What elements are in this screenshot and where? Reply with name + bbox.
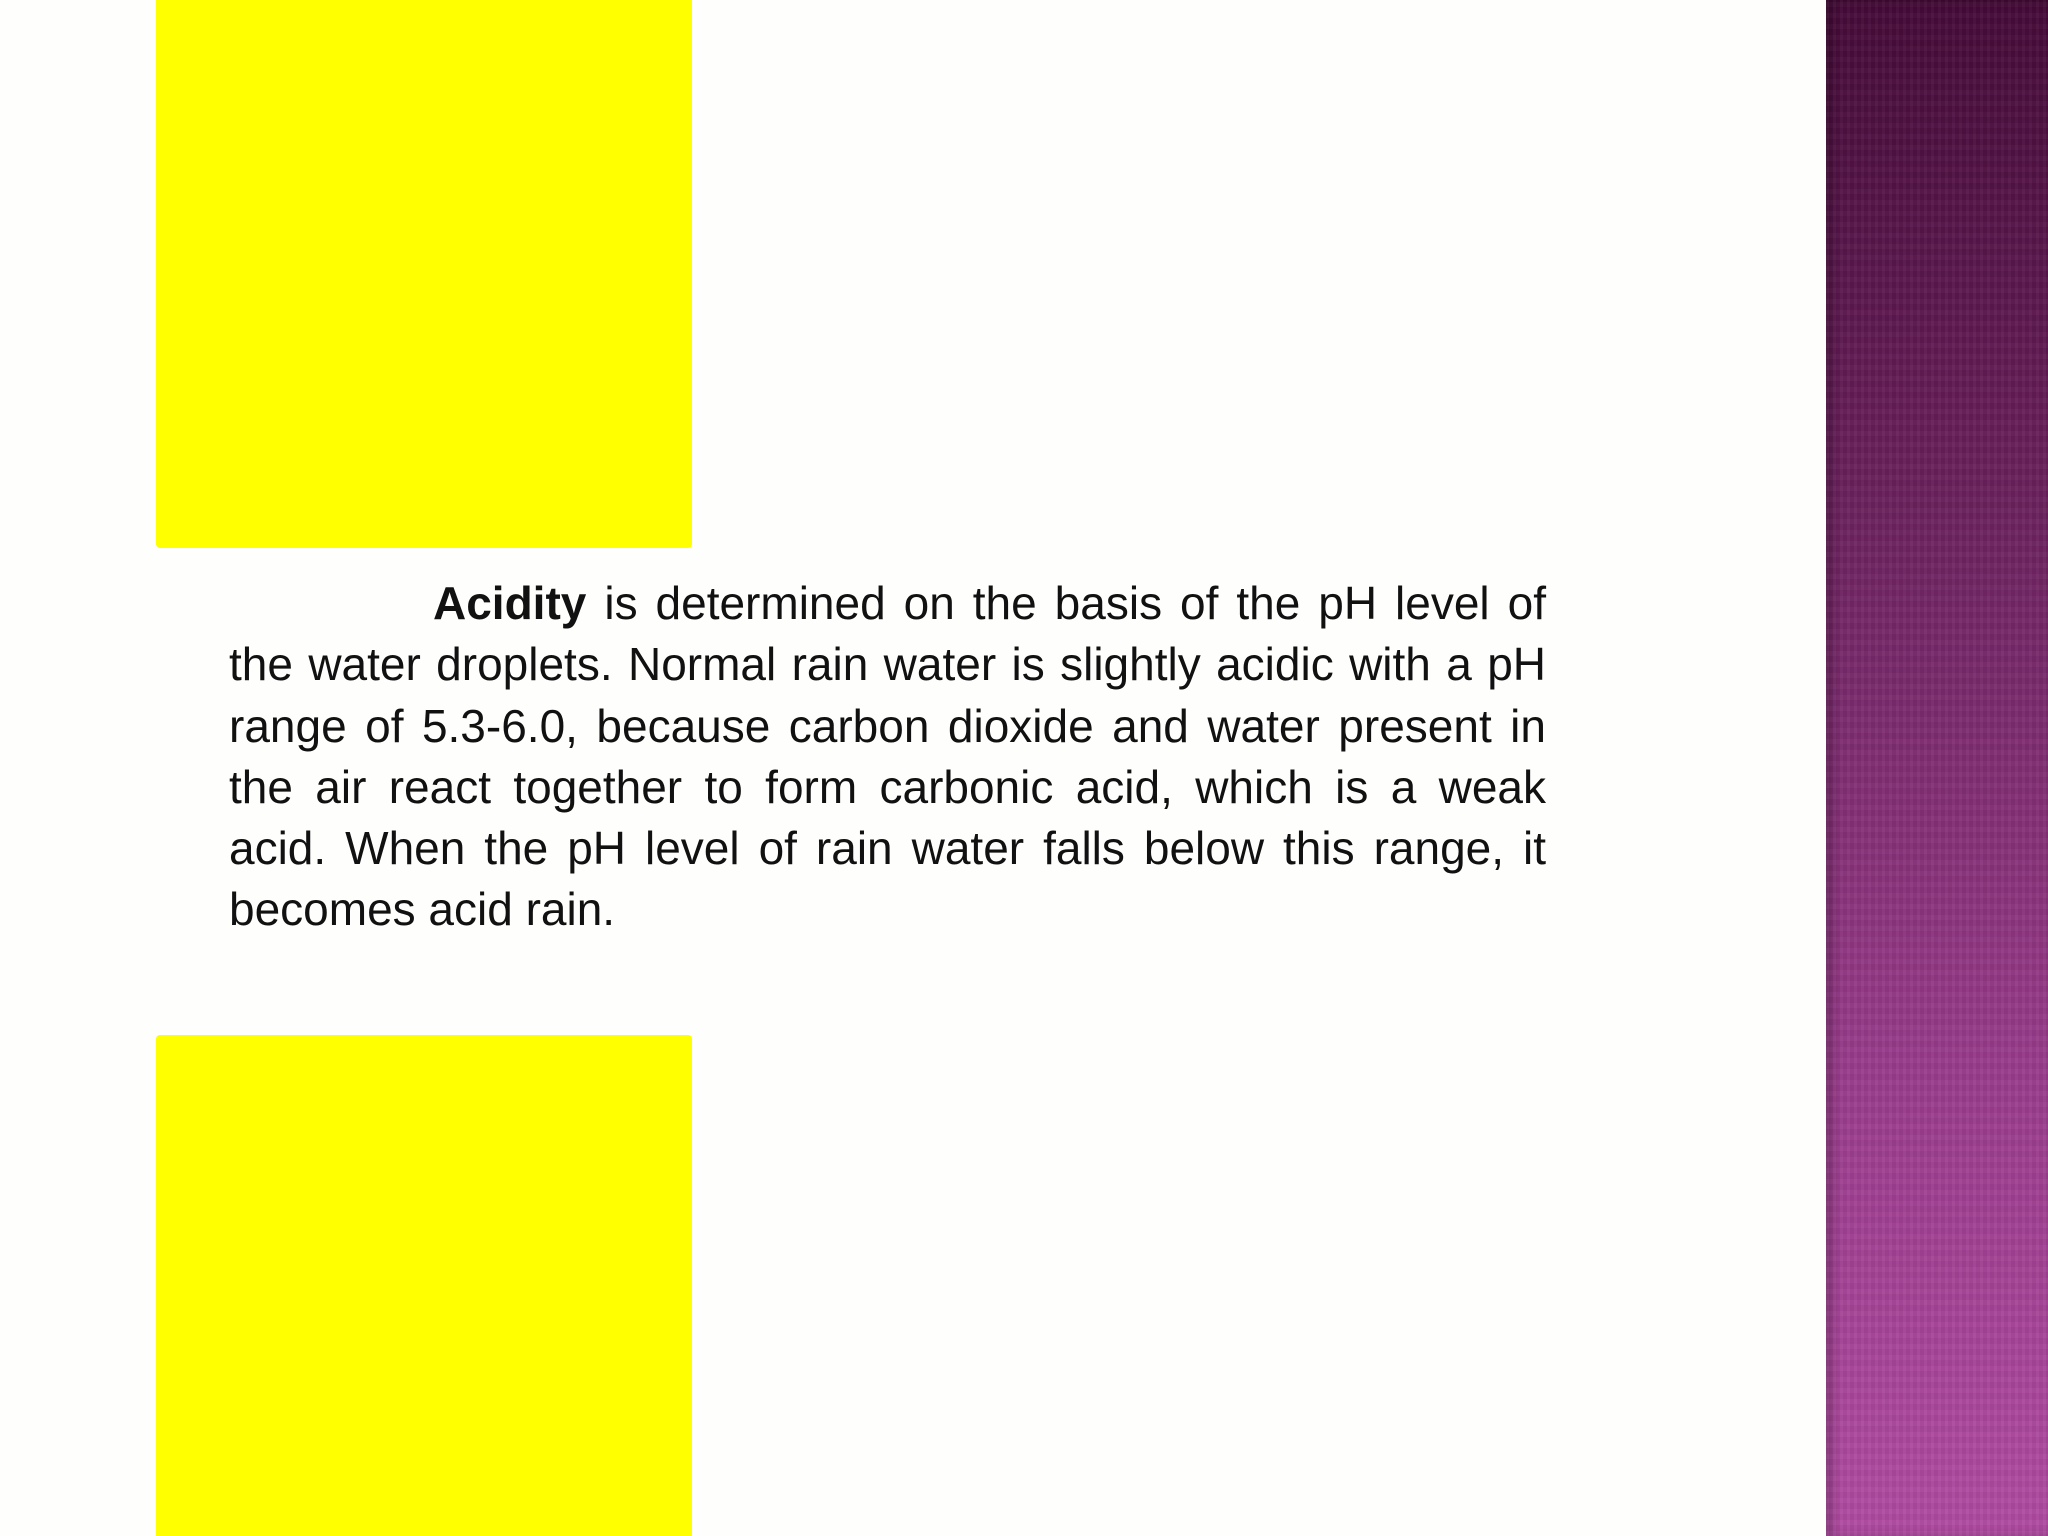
body-paragraph — [229, 573, 1546, 941]
paragraph-text: is determined on the basis of the pH level of the water droplets. Normal rain water is slightly acidic with a pH range of 5.3-6.0, because carbon dioxide and water present in the air react together to form carbonic acid, which is a weak acid. When the pH level of rain water falls below this range, it becomes acid rain. — [229, 577, 1546, 936]
decorative-side-band — [1826, 0, 2048, 1536]
paragraph-lead-term: Acidity — [433, 577, 587, 629]
yellow-accent-block-top — [156, 0, 692, 548]
yellow-accent-block-bottom — [156, 1035, 692, 1536]
